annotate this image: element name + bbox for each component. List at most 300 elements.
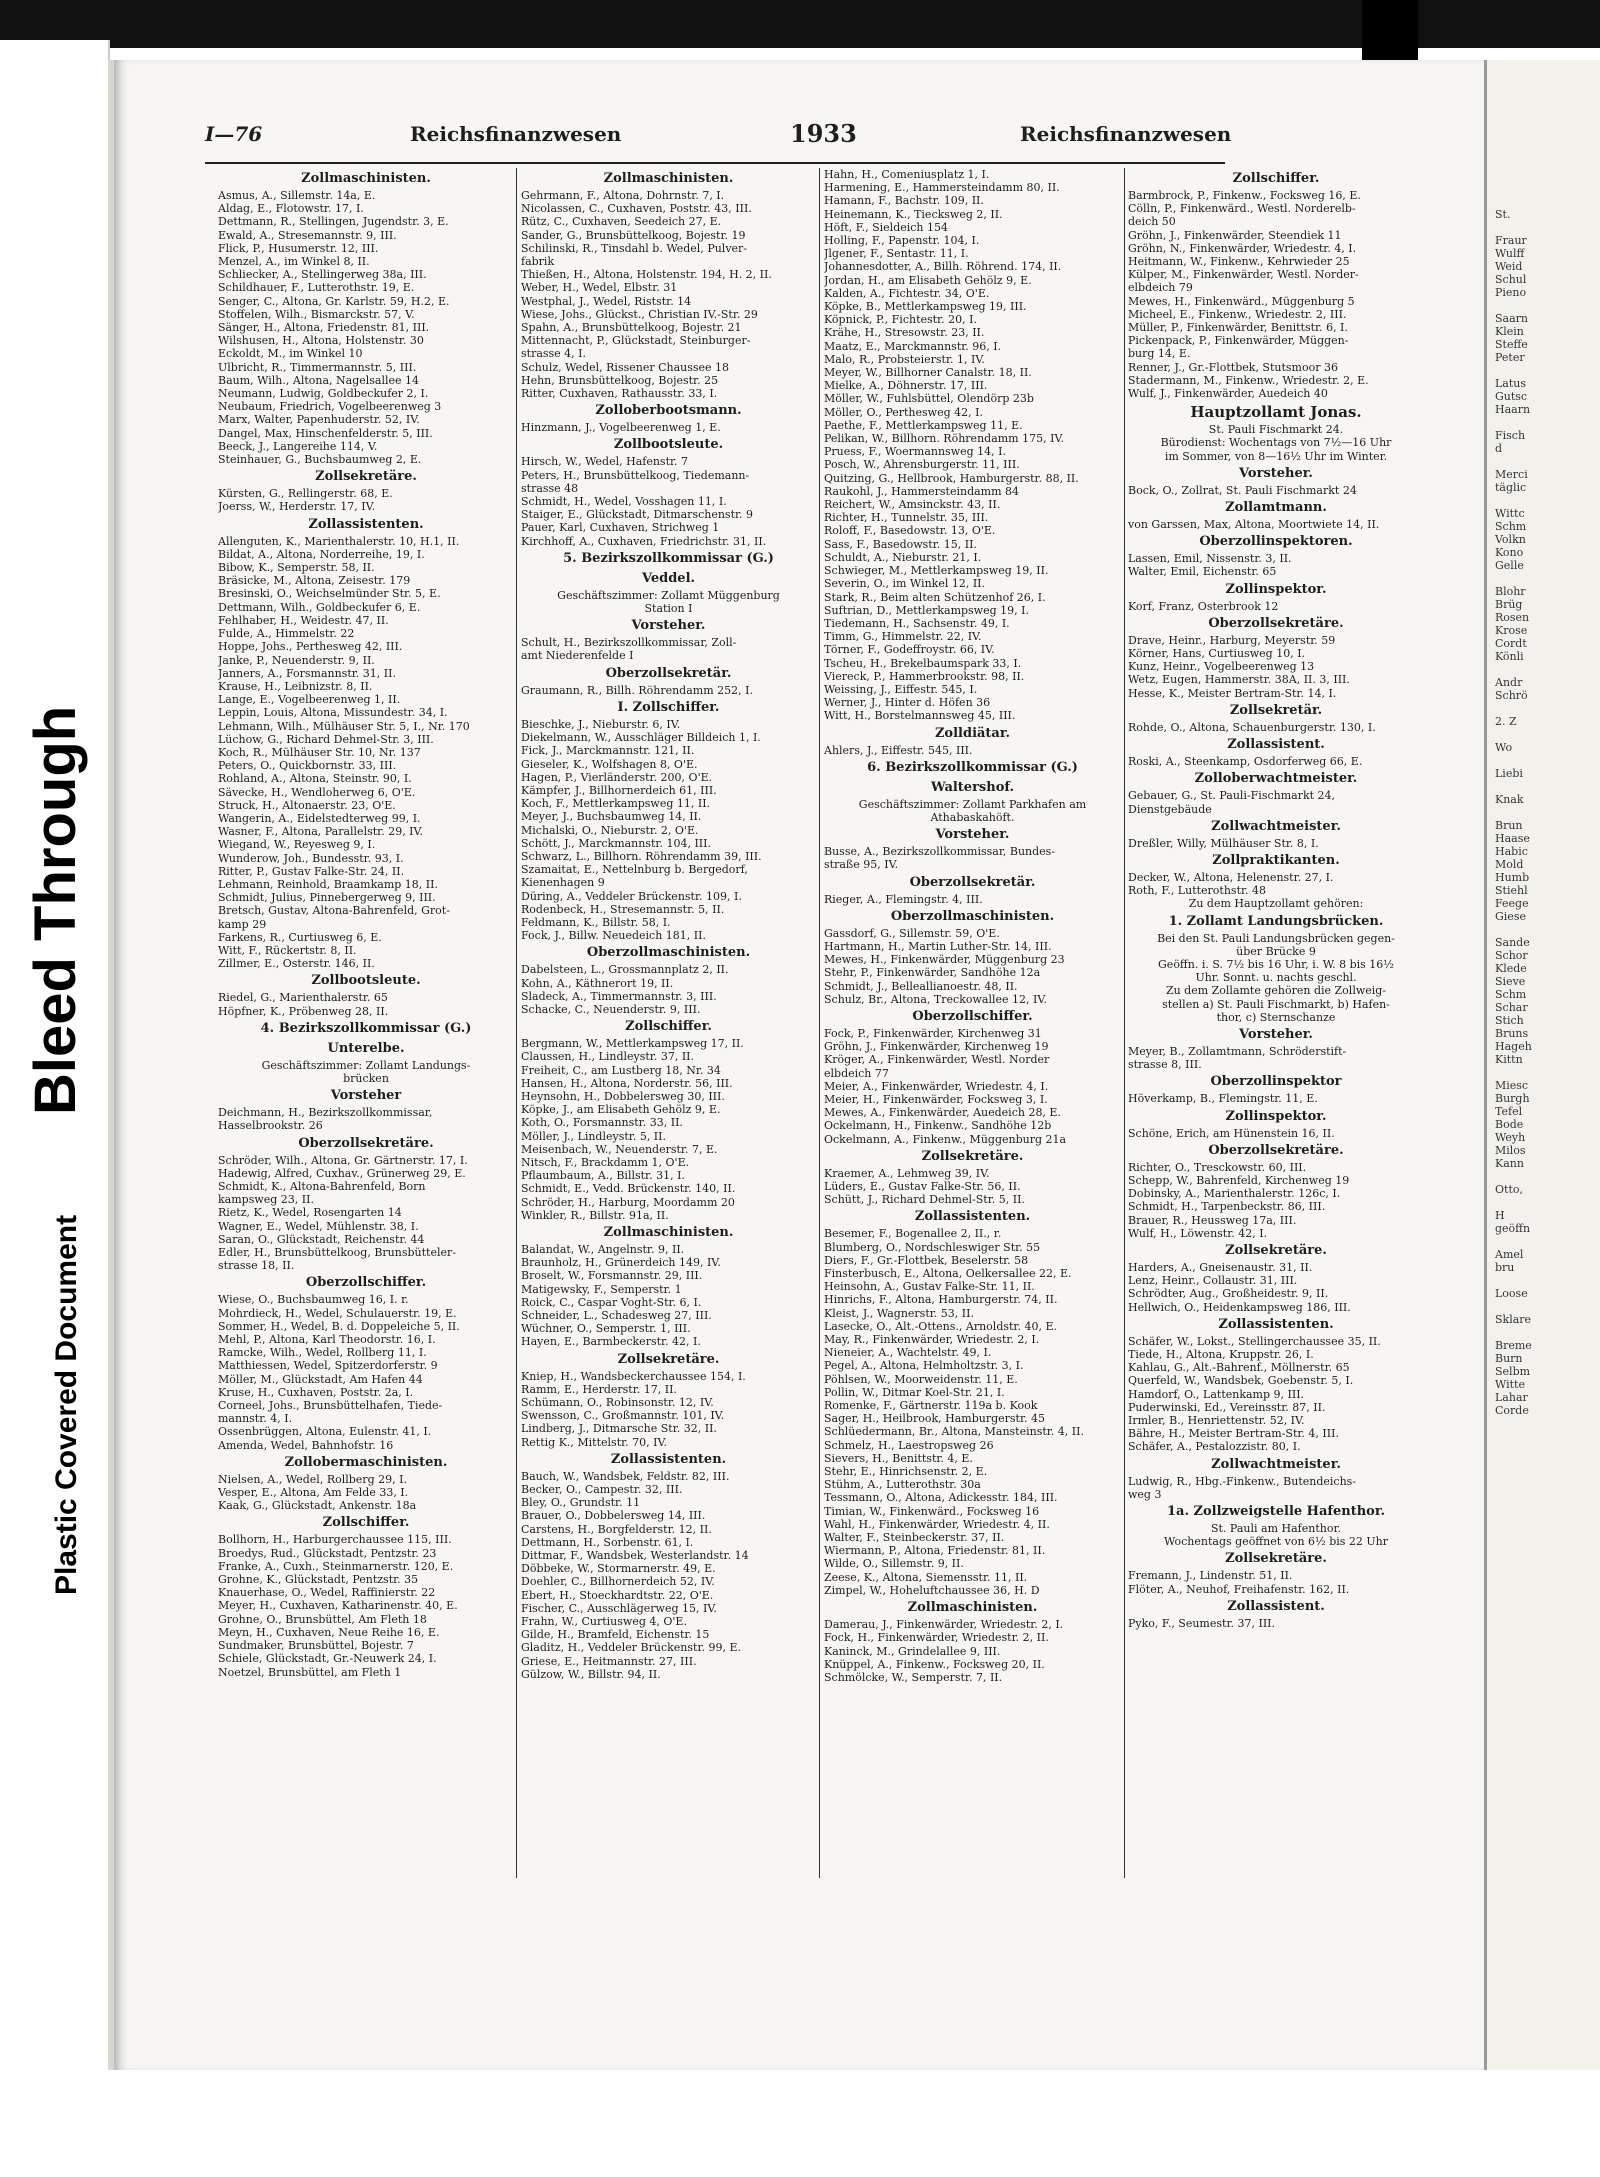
adjacent-page-fragment: Cordt bbox=[1495, 637, 1527, 650]
directory-entry: Höpfner, K., Pröbenweg 28, II. bbox=[218, 1004, 389, 1018]
directory-entry: Kraemer, A., Lehmweg 39, IV. bbox=[824, 1166, 990, 1180]
adjacent-page-fragment bbox=[1487, 1196, 1600, 1209]
adjacent-page-fragment: Schar bbox=[1495, 1001, 1528, 1014]
directory-entry: Janners, A., Forsmannstr. 31, II. bbox=[218, 666, 396, 680]
directory-entry: Dangel, Max, Hinschenfelderstr. 5, III. bbox=[218, 426, 433, 440]
directory-entry: Dreßler, Willy, Mülhäuser Str. 8, I. bbox=[1128, 836, 1319, 850]
section-heading: Zollassistenten. bbox=[1218, 1316, 1334, 1332]
section-heading: Oberzollschiffer. bbox=[305, 1275, 427, 1291]
directory-entry: May, R., Finkenwärder, Wriedestr. 2, I. bbox=[824, 1333, 1040, 1347]
directory-entry: Joerss, W., Herderstr. 17, IV. bbox=[218, 500, 376, 514]
section-heading: Oberzollinspektoren. bbox=[1199, 534, 1353, 550]
directory-entry: Meyn, H., Cuxhaven, Neue Reihe 16, E. bbox=[218, 1625, 440, 1639]
directory-entry: Roloff, F., Basedowstr. 13, O'E. bbox=[824, 524, 996, 538]
directory-entry: Wiegand, W., Reyesweg 9, I. bbox=[218, 838, 376, 852]
adjacent-page-fragment: Sieve bbox=[1495, 975, 1526, 988]
directory-entry: Lehmann, Wilh., Mülhäuser Str. 5, I., Nr. 170 bbox=[218, 719, 470, 733]
section-heading: Zollinspektor. bbox=[1225, 581, 1327, 597]
adjacent-page-fragment bbox=[1487, 702, 1600, 715]
directory-entry: fabrik bbox=[521, 255, 555, 269]
directory-entry: Roth, F., Lutterothstr. 48 bbox=[1128, 884, 1267, 898]
adjacent-page-fragment: Milos bbox=[1495, 1144, 1526, 1157]
adjacent-page-fragment bbox=[1487, 663, 1600, 676]
section-heading: Oberzollsekretär. bbox=[909, 874, 1036, 890]
directory-entry: Fick, J., Marckmannstr. 121, II. bbox=[521, 744, 695, 758]
directory-entry: Gilde, H., Bramfeld, Eichenstr. 15 bbox=[521, 1628, 710, 1642]
directory-entry: Pöhlsen, W., Moorweidenstr. 11, E. bbox=[824, 1372, 1018, 1386]
section-heading: Zollschiffer. bbox=[1232, 171, 1320, 186]
directory-entry: Winkler, R., Billstr. 91a, II. bbox=[521, 1208, 669, 1222]
directory-entry: Hesse, K., Meister Bertram-Str. 14, I. bbox=[1128, 686, 1337, 700]
directory-entry: Posch, W., Ahrensburgerstr. 11, III. bbox=[824, 458, 1020, 472]
directory-entry: Reichert, W., Amsinckstr. 43, II. bbox=[824, 498, 1001, 512]
section-heading: Zollsekretäre. bbox=[1225, 1242, 1327, 1258]
directory-entry: mannstr. 4, I. bbox=[218, 1412, 293, 1426]
directory-entry: weg 3 bbox=[1128, 1487, 1162, 1501]
directory-entry: Wilde, O., Sillemstr. 9, II. bbox=[824, 1557, 964, 1571]
directory-entry: Dettmann, R., Stellingen, Jugendstr. 3, E. bbox=[218, 215, 449, 229]
bleed-through-label: Bleed Through bbox=[23, 705, 88, 1115]
directory-entry: Mittennacht, P., Glückstadt, Steinburger- bbox=[521, 334, 751, 348]
directory-entry: Höverkamp, B., Flemingstr. 11, E. bbox=[1128, 1092, 1318, 1106]
directory-entry: Nitsch, F., Brackdamm 1, O'E. bbox=[521, 1155, 690, 1169]
directory-entry: Micheel, E., Finkenw., Wriedestr. 2, III. bbox=[1128, 307, 1347, 321]
directory-entry: Kienenhagen 9 bbox=[521, 876, 605, 890]
adjacent-page-fragment bbox=[1487, 754, 1600, 767]
directory-entry: Hinrichs, F., Altona, Hamburgerstr. 74, II. bbox=[824, 1293, 1058, 1307]
directory-entry: Mewes, H., Finkenwärder, Müggenburg 23 bbox=[824, 953, 1065, 967]
directory-entry: Lüders, E., Gustav Falke-Str. 56, II. bbox=[824, 1180, 1021, 1193]
directory-entry: Kaak, G., Glückstadt, Ankenstr. 18a bbox=[218, 1499, 417, 1513]
section-heading: Vorsteher. bbox=[631, 618, 706, 634]
directory-entry: Meyer, B., Zollamtmann, Schröderstift- bbox=[1128, 1044, 1347, 1058]
adjacent-page-fragment: Fisch bbox=[1495, 429, 1526, 442]
directory-entry: Ritter, Cuxhaven, Rathausstr. 33, I. bbox=[521, 387, 718, 401]
directory-entry: Köpnick, P., Fichtestr. 20, I. bbox=[824, 313, 977, 327]
section-heading: Zollsekretäre. bbox=[617, 1351, 720, 1367]
directory-entry: Brauer, O., Dobbelersweg 14, III. bbox=[521, 1509, 706, 1523]
directory-entry: Schult, H., Bezirkszollkommissar, Zoll- bbox=[521, 636, 737, 650]
directory-entry: Sundmaker, Brunsbüttel, Bojestr. 7 bbox=[218, 1639, 414, 1653]
header-title-left: Reichsfinanzwesen bbox=[410, 122, 622, 146]
directory-entry: Hahn, H., Comeniusplatz 1, I. bbox=[824, 168, 990, 181]
directory-entry: Raukohl, J., Hammersteindamm 84 bbox=[824, 484, 1020, 498]
section-heading: Zollassistenten. bbox=[308, 516, 424, 532]
directory-entry: Weissing, J., Eiffestr. 545, I. bbox=[824, 682, 978, 696]
adjacent-page-fragment: Gelle bbox=[1495, 559, 1524, 572]
section-note: Geschäftszimmer: Zollamt Parkhafen am bbox=[858, 797, 1087, 811]
directory-entry: Koth, O., Forsmannstr. 33, II. bbox=[521, 1116, 683, 1130]
adjacent-page-fragment: Bode bbox=[1495, 1118, 1524, 1131]
column-4 bbox=[1128, 168, 1424, 1630]
directory-entry: Schrödter, Aug., Großheidestr. 9, II. bbox=[1128, 1287, 1329, 1301]
column-divider bbox=[819, 168, 820, 1878]
section-heading: Zolloberwachtmeister. bbox=[1194, 771, 1358, 787]
section-note: Uhr. Sonnt. u. nachts geschl. bbox=[1195, 971, 1357, 985]
directory-entry: Rohland, A., Altona, Steinstr. 90, I. bbox=[218, 772, 412, 786]
directory-entry: Viereck, P., Hammerbrookstr. 98, II. bbox=[824, 669, 1025, 683]
adjacent-page-fragment: Stiehl bbox=[1495, 884, 1528, 897]
directory-entry: Brauer, R., Heussweg 17a, III. bbox=[1128, 1213, 1297, 1227]
adjacent-page-fragment: Giese bbox=[1495, 910, 1526, 923]
directory-entry: Flöter, A., Neuhof, Freihafenstr. 162, II. bbox=[1128, 1582, 1350, 1596]
directory-entry: Hirsch, W., Wedel, Hafenstr. 7 bbox=[521, 455, 689, 469]
directory-entry: Harmening, E., Hammersteindamm 80, II. bbox=[824, 181, 1060, 195]
directory-entry: Peters, O., Quickbornstr. 33, III. bbox=[218, 759, 397, 773]
directory-entry: Schmidt, H., Wedel, Vosshagen 11, I. bbox=[521, 495, 727, 509]
column-2 bbox=[521, 168, 816, 1681]
directory-entry: Holling, F., Papenstr. 104, I. bbox=[824, 234, 980, 248]
directory-entry: Bibow, K., Semperstr. 58, II. bbox=[218, 561, 375, 575]
adjacent-page-fragment: Lahar bbox=[1495, 1391, 1528, 1404]
directory-entry: Schröder, H., Harburg, Moordamm 20 bbox=[521, 1195, 735, 1209]
section-note: Zu dem Hauptzollamt gehören: bbox=[1188, 897, 1364, 911]
directory-entry: Dobinsky, A., Marienthalerstr. 126c, I. bbox=[1128, 1187, 1341, 1201]
directory-entry: Bräsicke, M., Altona, Zeisestr. 179 bbox=[218, 574, 411, 588]
directory-entry: Sänger, H., Altona, Friedenstr. 81, III. bbox=[218, 321, 430, 335]
adjacent-page-fragment: Haase bbox=[1495, 832, 1530, 845]
directory-entry: Asmus, A., Sillemstr. 14a, E. bbox=[218, 189, 376, 202]
section-heading: Zollwachtmeister. bbox=[1211, 818, 1341, 834]
section-heading: Vorsteher bbox=[330, 1088, 402, 1104]
directory-entry: strasse 48 bbox=[521, 481, 579, 495]
directory-entry: Zeese, K., Altona, Siemensstr. 11, II. bbox=[824, 1570, 1028, 1584]
directory-entry: Menzel, A., im Winkel 8, II. bbox=[218, 255, 370, 269]
adjacent-page-fragment: Burgh bbox=[1495, 1092, 1530, 1105]
directory-entry: Doehler, C., Billhornerdeich 52, IV. bbox=[521, 1575, 715, 1589]
section-note: St. Pauli Fischmarkt 24. bbox=[1208, 423, 1344, 437]
adjacent-page-fragment: Amel bbox=[1495, 1248, 1524, 1261]
directory-entry: Schmölcke, W., Semperstr. 7, II. bbox=[824, 1670, 1003, 1684]
section-note: Athabaskahöft. bbox=[930, 810, 1015, 824]
directory-entry: Schäfer, W., Lokst., Stellingerchaussee 35, II. bbox=[1128, 1334, 1381, 1348]
section-note: brücken bbox=[343, 1071, 389, 1085]
directory-entry: Wiese, O., Buchsbaumweg 16, I. r. bbox=[218, 1293, 409, 1307]
directory-entry: Hansen, H., Altona, Norderstr. 56, III. bbox=[521, 1076, 733, 1090]
directory-entry: Vesper, E., Altona, Am Felde 33, I. bbox=[218, 1486, 409, 1500]
directory-entry: Braunholz, H., Grünerdeich 149, IV. bbox=[521, 1256, 721, 1270]
directory-entry: Mewes, A., Finkenwärder, Auedeich 28, E. bbox=[824, 1106, 1061, 1120]
directory-entry: Diekelmann, W., Ausschläger Billdeich 1, I. bbox=[521, 731, 761, 745]
directory-entry: Becker, O., Campestr. 32, III. bbox=[521, 1483, 683, 1497]
adjacent-page-fragment bbox=[1487, 364, 1600, 377]
section-heading: Oberzollsekretär. bbox=[605, 665, 732, 681]
directory-entry: Edler, H., Brunsbüttelkoog, Brunsbütteler- bbox=[218, 1246, 456, 1260]
adjacent-page-fragment: Weyh bbox=[1495, 1131, 1526, 1144]
directory-entry: Broselt, W., Forsmannstr. 29, III. bbox=[521, 1269, 703, 1283]
directory-entry: Swensson, C., Großmannstr. 101, IV. bbox=[521, 1409, 725, 1423]
directory-entry: Köpke, J., am Elisabeth Gehölz 9, E. bbox=[521, 1103, 721, 1117]
directory-entry: Gehrmann, F., Altona, Dohrnstr. 7, I. bbox=[521, 189, 725, 202]
directory-entry: Allenguten, K., Marienthalerstr. 10, H.1, II. bbox=[218, 534, 460, 548]
adjacent-page-fragment: Sklare bbox=[1495, 1313, 1532, 1326]
header-title-right: Reichsfinanzwesen bbox=[1020, 122, 1232, 146]
directory-entry: Meier, A., Finkenwärder, Wriedestr. 4, I. bbox=[824, 1079, 1049, 1093]
directory-entry: Neumann, Ludwig, Goldbeckufer 2, I. bbox=[218, 387, 429, 401]
directory-entry: Heinemann, K., Tiecksweg 2, II. bbox=[824, 207, 1003, 221]
directory-entry: Saran, O., Glückstadt, Reichenstr. 44 bbox=[218, 1232, 425, 1246]
directory-entry: Amenda, Wedel, Bahnhofstr. 16 bbox=[218, 1438, 394, 1452]
directory-entry: Schöne, Erich, am Hünenstein 16, II. bbox=[1128, 1126, 1335, 1140]
directory-entry: Krähe, H., Stresowstr. 23, II. bbox=[824, 326, 985, 340]
directory-entry: Farkens, R., Curtiusweg 6, E. bbox=[218, 930, 382, 944]
page-header bbox=[205, 119, 1232, 156]
scanner-top-edge bbox=[0, 0, 1600, 48]
directory-entry: Bergmann, W., Mettlerkampsweg 17, II. bbox=[521, 1037, 744, 1051]
section-heading: 5. Bezirkszollkommissar (G.) bbox=[563, 550, 774, 566]
directory-entry: elbdeich 77 bbox=[824, 1066, 889, 1080]
adjacent-page-fragment: Merci bbox=[1495, 468, 1528, 481]
adjacent-page-fragment bbox=[1487, 455, 1600, 468]
adjacent-page-fragment: Bruns bbox=[1495, 1027, 1529, 1040]
adjacent-page-fragment: Schm bbox=[1495, 988, 1527, 1001]
directory-entry: Schmelz, H., Laestropsweg 26 bbox=[824, 1438, 994, 1452]
header-rule bbox=[205, 162, 1225, 164]
adjacent-page-fragment: Knak bbox=[1495, 793, 1524, 806]
section-heading: Unterelbe. bbox=[327, 1040, 405, 1056]
directory-entry: Meyer, J., Buchsbaumweg 14, II. bbox=[521, 810, 702, 824]
section-heading: Veddel. bbox=[641, 570, 696, 586]
directory-entry: Drave, Heinr., Harburg, Meyerstr. 59 bbox=[1128, 633, 1336, 647]
directory-entry: Fock, H., Finkenwärder, Wriedestr. 2, II. bbox=[824, 1631, 1049, 1645]
section-note: Geschäftszimmer: Zollamt Müggenburg bbox=[557, 588, 780, 602]
directory-entry: Hinzmann, J., Vogelbeerenweg 1, E. bbox=[521, 421, 721, 435]
directory-entry: Marx, Walter, Papenhuderstr. 52, IV. bbox=[218, 413, 420, 427]
adjacent-page-fragment: Gutsc bbox=[1495, 390, 1528, 403]
adjacent-page-fragment bbox=[1487, 1300, 1600, 1313]
directory-entry: Matthiessen, Wedel, Spitzerdorferstr. 9 bbox=[218, 1359, 438, 1373]
directory-entry: Kniep, H., Wandsbeckerchaussee 154, I. bbox=[521, 1369, 746, 1383]
column-1 bbox=[218, 168, 514, 1679]
adjacent-page-fragment: Latus bbox=[1495, 377, 1527, 390]
directory-entry: Schilinski, R., Tinsdahl b. Wedel, Pulver- bbox=[521, 241, 748, 255]
adjacent-page-fragment bbox=[1487, 728, 1600, 741]
directory-entry: Renner, J., Gr.-Flottbek, Stutsmoor 36 bbox=[1128, 360, 1338, 374]
directory-entry: Müller, P., Finkenwärder, Benittstr. 6, I. bbox=[1128, 321, 1348, 335]
adjacent-page-fragment: Pieno bbox=[1495, 286, 1527, 299]
section-heading: 1. Zollamt Landungsbrücken. bbox=[1168, 913, 1384, 929]
directory-entry: Roski, A., Steenkamp, Osdorferweg 66, E. bbox=[1128, 755, 1363, 769]
directory-entry: Matigewsky, F., Semperstr. 1 bbox=[521, 1282, 682, 1296]
directory-entry: Eckoldt, M., im Winkel 10 bbox=[218, 347, 363, 361]
directory-entry: Witt, H., Borstelmannsweg 45, III. bbox=[824, 709, 1016, 723]
adjacent-page-fragment: Saarn bbox=[1495, 312, 1528, 325]
section-note: im Sommer, von 8—16½ Uhr im Winter. bbox=[1164, 449, 1388, 463]
directory-entry: Wüchner, O., Semperstr. 1, III. bbox=[521, 1322, 691, 1336]
directory-entry: Senger, C., Altona, Gr. Karlstr. 59, H.2, E. bbox=[218, 294, 450, 308]
directory-entry: Gröhn, N., Finkenwärder, Wriedestr. 4, I. bbox=[1128, 241, 1357, 255]
directory-entry: Wagner, E., Wedel, Mühlenstr. 38, I. bbox=[218, 1219, 419, 1233]
directory-entry: Fock, P., Finkenwärder, Kirchenweg 31 bbox=[824, 1026, 1042, 1040]
directory-entry: Querfeld, W., Wandsbek, Goebenstr. 5, I. bbox=[1128, 1374, 1354, 1388]
adjacent-page-fragment: Loose bbox=[1495, 1287, 1528, 1300]
directory-entry: Weber, H., Wedel, Elbstr. 31 bbox=[521, 281, 678, 295]
directory-entry: Nieneier, A., Wachtelstr. 49, I. bbox=[824, 1346, 992, 1360]
directory-entry: Heynsohn, H., Dobbelersweg 30, III. bbox=[521, 1089, 725, 1103]
adjacent-page-fragment: St. bbox=[1495, 208, 1511, 221]
directory-entry: Lasecke, O., Alt.-Ottens., Arnoldstr. 40, E. bbox=[824, 1319, 1057, 1333]
section-note: Bei den St. Pauli Landungsbrücken gegen- bbox=[1157, 931, 1395, 945]
directory-entry: Finsterbusch, E., Altona, Oelkersallee 22, E. bbox=[824, 1267, 1072, 1281]
directory-entry: Malo, R., Probsteierstr. 1, IV. bbox=[824, 352, 985, 366]
plastic-covered-label: Plastic Covered Document bbox=[50, 1214, 83, 1595]
directory-entry: Sievers, H., Benittstr. 4, E. bbox=[824, 1451, 973, 1465]
adjacent-page-fragment: bru bbox=[1495, 1261, 1515, 1274]
adjacent-page-fragment bbox=[1487, 1235, 1600, 1248]
adjacent-page-fragment: Schm bbox=[1495, 520, 1527, 533]
adjacent-page-fragment: Burn bbox=[1495, 1352, 1523, 1365]
directory-entry: Fulde, A., Himmelstr. 22 bbox=[218, 627, 355, 641]
directory-entry: Spahn, A., Brunsbüttelkoog, Bojestr. 21 bbox=[521, 321, 742, 335]
adjacent-page-fragment: d bbox=[1495, 442, 1503, 455]
adjacent-page-fragment bbox=[1487, 1066, 1600, 1079]
directory-entry: Koch, F., Mettlerkampsweg 11, II. bbox=[521, 797, 711, 811]
directory-entry: Riedel, G., Marienthalerstr. 65 bbox=[218, 991, 388, 1005]
directory-entry: Wasner, F., Altona, Parallelstr. 29, IV. bbox=[218, 825, 424, 839]
directory-entry: Koch, R., Mülhäuser Str. 10, Nr. 137 bbox=[218, 745, 421, 759]
directory-entry: Irmler, B., Henriettenstr. 52, IV. bbox=[1128, 1414, 1305, 1427]
section-heading: Zollsekretäre. bbox=[921, 1148, 1024, 1164]
adjacent-page-fragment: Brüg bbox=[1495, 598, 1523, 611]
directory-entry: Wunderow, Joh., Bundesstr. 93, I. bbox=[218, 851, 404, 865]
section-heading: Vorsteher. bbox=[1239, 465, 1313, 481]
directory-entry: Gülzow, W., Billstr. 94, II. bbox=[521, 1667, 661, 1681]
directory-entry: Stark, R., Beim alten Schützenhof 26, I. bbox=[824, 590, 1046, 604]
directory-entry: elbdeich 79 bbox=[1128, 281, 1193, 295]
adjacent-page-fragment: Mold bbox=[1495, 858, 1524, 871]
directory-entry: Külper, M., Finkenwärder, Westl. Norder- bbox=[1128, 268, 1359, 282]
section-heading: Oberzollsekretäre. bbox=[1208, 615, 1344, 631]
section-heading: Zollinspektor. bbox=[1225, 1108, 1327, 1124]
section-heading: Zollassistent. bbox=[1227, 1598, 1325, 1614]
directory-entry: Schröder, Wilh., Altona, Gr. Gärtnerstr. 17, I. bbox=[218, 1153, 468, 1167]
directory-entry: Sass, F., Basedowstr. 15, II. bbox=[824, 537, 977, 551]
directory-entry: Zillmer, E., Osterstr. 146, II. bbox=[218, 957, 375, 971]
directory-entry: Knüppel, A., Finkenw., Focksweg 20, II. bbox=[824, 1657, 1045, 1671]
directory-entry: Gebauer, G., St. Pauli-Fischmarkt 24, bbox=[1128, 789, 1336, 803]
directory-entry: Ockelmann, A., Finkenw., Müggenburg 21a bbox=[824, 1132, 1067, 1146]
directory-entry: von Garssen, Max, Altona, Moortwiete 14, II. bbox=[1128, 518, 1380, 532]
directory-entry: Ramcke, Wilh., Wedel, Rollberg 11, I. bbox=[218, 1346, 427, 1360]
directory-entry: Tscheu, H., Brekelbaumspark 33, I. bbox=[824, 656, 1022, 670]
directory-entry: Meyer, W., Billhorner Canalstr. 18, II. bbox=[824, 366, 1032, 380]
directory-entry: straße 95, IV. bbox=[824, 858, 899, 872]
adjacent-page-fragment: Wittc bbox=[1495, 507, 1525, 520]
directory-entry: Bildat, A., Altona, Norderreihe, 19, I. bbox=[218, 547, 425, 561]
adjacent-page-fragment: Schrö bbox=[1495, 689, 1528, 702]
directory-entry: Lange, E., Vogelbeerenweg 1, II. bbox=[218, 693, 401, 707]
directory-entry: Noetzel, Brunsbüttel, am Fleth 1 bbox=[218, 1665, 402, 1679]
directory-entry: Paethe, F., Mettlerkampsweg 11, E. bbox=[824, 418, 1023, 432]
directory-entry: Stoffelen, Wilh., Bismarckstr. 57, V. bbox=[218, 307, 415, 321]
adjacent-page-edge bbox=[1484, 60, 1600, 2070]
directory-entry: Decker, W., Altona, Helenenstr. 27, I. bbox=[1128, 870, 1334, 884]
directory-entry: Wahl, H., Finkenwärder, Wriedestr. 4, II. bbox=[824, 1517, 1050, 1531]
column-divider bbox=[516, 168, 517, 1878]
column-3 bbox=[824, 168, 1121, 1684]
directory-entry: Meisenbach, W., Neuenderstr. 7, E. bbox=[521, 1142, 718, 1156]
directory-entry: Dittmar, F., Wandsbek, Westerlandstr. 14 bbox=[521, 1549, 749, 1563]
directory-entry: Kohn, A., Käthnerort 19, II. bbox=[521, 976, 674, 990]
directory-entry: Schmidt, E., Vedd. Brückenstr. 140, II. bbox=[521, 1182, 736, 1196]
section-heading: Zollmaschinisten. bbox=[603, 1225, 734, 1240]
section-heading: Zollsekretäre. bbox=[1225, 1551, 1327, 1567]
directory-entry: Möller, J., Lindleystr. 5, II. bbox=[521, 1129, 666, 1143]
directory-entry: Zimpel, W., Hoheluftchaussee 36, H. D bbox=[824, 1583, 1040, 1597]
directory-entry: Stühm, A., Lutterothstr. 30a bbox=[824, 1478, 981, 1492]
adjacent-page-fragment: Humb bbox=[1495, 871, 1530, 884]
section-note: stellen a) St. Pauli Fischmarkt, b) Hafen- bbox=[1162, 997, 1390, 1011]
adjacent-page-fragment: Haarn bbox=[1495, 403, 1531, 416]
directory-entry: Corneel, Johs., Brunsbüttelhafen, Tiede- bbox=[218, 1399, 443, 1413]
directory-entry: Schött, J., Marckmannstr. 104, III. bbox=[521, 836, 711, 850]
directory-entry: Dettmann, H., Sorbenstr. 61, I. bbox=[521, 1535, 694, 1549]
directory-entry: Mehl, P., Altona, Karl Theodorstr. 16, I. bbox=[218, 1333, 436, 1347]
directory-entry: Carstens, H., Borgfelderstr. 12, II. bbox=[521, 1522, 712, 1536]
section-heading: Zollschiffer. bbox=[322, 1515, 410, 1531]
directory-entry: Lüchow, G., Richard Dehmel-Str. 3, III. bbox=[218, 732, 434, 746]
section-note: Geöffn. i. S. 7½ bis 16 Uhr, i. W. 8 bis 16½ bbox=[1158, 957, 1394, 971]
directory-entry: Westphal, J., Wedel, Riststr. 14 bbox=[521, 294, 692, 308]
directory-entry: Sävecke, H., Wendloherweg 6, O'E. bbox=[218, 785, 416, 799]
directory-entry: Schneider, L., Schadesweg 27, III. bbox=[521, 1309, 712, 1323]
adjacent-page-fragment: Tefel bbox=[1495, 1105, 1523, 1118]
directory-entry: Stadermann, M., Finkenw., Wriedestr. 2, E. bbox=[1128, 373, 1369, 387]
adjacent-page-fragment: Kann bbox=[1495, 1157, 1524, 1170]
directory-entry: Fremann, J., Lindenstr. 51, II. bbox=[1128, 1569, 1293, 1583]
adjacent-page-fragment: Brun bbox=[1495, 819, 1523, 832]
directory-entry: Claussen, H., Lindleystr. 37, II. bbox=[521, 1050, 695, 1064]
adjacent-page-fragment: Kono bbox=[1495, 546, 1524, 559]
directory-entry: Ebert, H., Stoeckhardtstr. 22, O'E. bbox=[521, 1588, 714, 1602]
section-heading: Zolldiätar. bbox=[934, 725, 1011, 741]
adjacent-page-fragment bbox=[1487, 494, 1600, 507]
directory-entry: Ockelmann, H., Finkenw., Sandhöhe 12b bbox=[824, 1119, 1052, 1133]
adjacent-page-text bbox=[1487, 208, 1600, 1417]
section-heading: Oberzollmaschinisten. bbox=[890, 908, 1055, 924]
page-number: I—76 bbox=[205, 122, 263, 146]
directory-entry: strasse 8, III. bbox=[1128, 1058, 1202, 1072]
directory-entry: Szamaitat, E., Nettelnburg b. Bergedorf, bbox=[521, 863, 748, 877]
directory-entry: Hehn, Brunsbüttelkoog, Bojestr. 25 bbox=[521, 373, 719, 387]
directory-entry: Pegel, A., Altona, Helmholtzstr. 3, I. bbox=[824, 1359, 1024, 1373]
adjacent-page-fragment: Witte bbox=[1495, 1378, 1525, 1391]
section-heading: Zollmaschinisten. bbox=[907, 1600, 1038, 1616]
directory-entry: Bock, O., Zollrat, St. Pauli Fischmarkt 24 bbox=[1128, 483, 1357, 497]
section-heading: Zollassistent. bbox=[1227, 737, 1325, 753]
directory-entry: Pauer, Karl, Cuxhaven, Strichweg 1 bbox=[521, 521, 720, 535]
directory-entry: Bretsch, Gustav, Altona-Bahrenfeld, Grot- bbox=[218, 904, 450, 918]
section-note: thor, c) Sternschanze bbox=[1216, 1010, 1336, 1024]
directory-entry: Damerau, J., Finkenwärder, Wriedestr. 2, I. bbox=[824, 1618, 1064, 1632]
directory-entry: Sander, G., Brunsbüttelkoog, Bojestr. 19 bbox=[521, 228, 746, 242]
directory-entry: Sager, H., Heilbrook, Hamburgerstr. 45 bbox=[824, 1412, 1045, 1426]
directory-entry: Pruess, F., Woermannsweg 14, I. bbox=[824, 445, 1006, 459]
section-heading: Waltershof. bbox=[930, 779, 1015, 795]
directory-entry: Leppin, Louis, Altona, Missundestr. 34, I. bbox=[218, 706, 448, 720]
directory-entry: Rietz, K., Wedel, Rosengarten 14 bbox=[218, 1206, 402, 1220]
directory-entry: Walter, F., Steinbeckerstr. 37, II. bbox=[824, 1531, 1005, 1545]
directory-entry: Blumberg, O., Nordschleswiger Str. 55 bbox=[824, 1240, 1041, 1254]
adjacent-page-fragment bbox=[1487, 221, 1600, 234]
directory-entry: Döbbeke, W., Stormarnerstr. 49, E. bbox=[521, 1562, 716, 1576]
adjacent-page-fragment: Breme bbox=[1495, 1339, 1532, 1352]
directory-entry: Franke, A., Cuxh., Steinmarnerstr. 120, E. bbox=[218, 1559, 454, 1573]
section-heading: Hauptzollamt Jonas. bbox=[1190, 403, 1362, 422]
directory-entry: Kruse, H., Cuxhaven, Poststr. 2a, I. bbox=[218, 1385, 414, 1399]
directory-entry: Pollin, W., Ditmar Koel-Str. 21, I. bbox=[824, 1385, 1005, 1399]
adjacent-page-fragment: Rosen bbox=[1495, 611, 1530, 624]
